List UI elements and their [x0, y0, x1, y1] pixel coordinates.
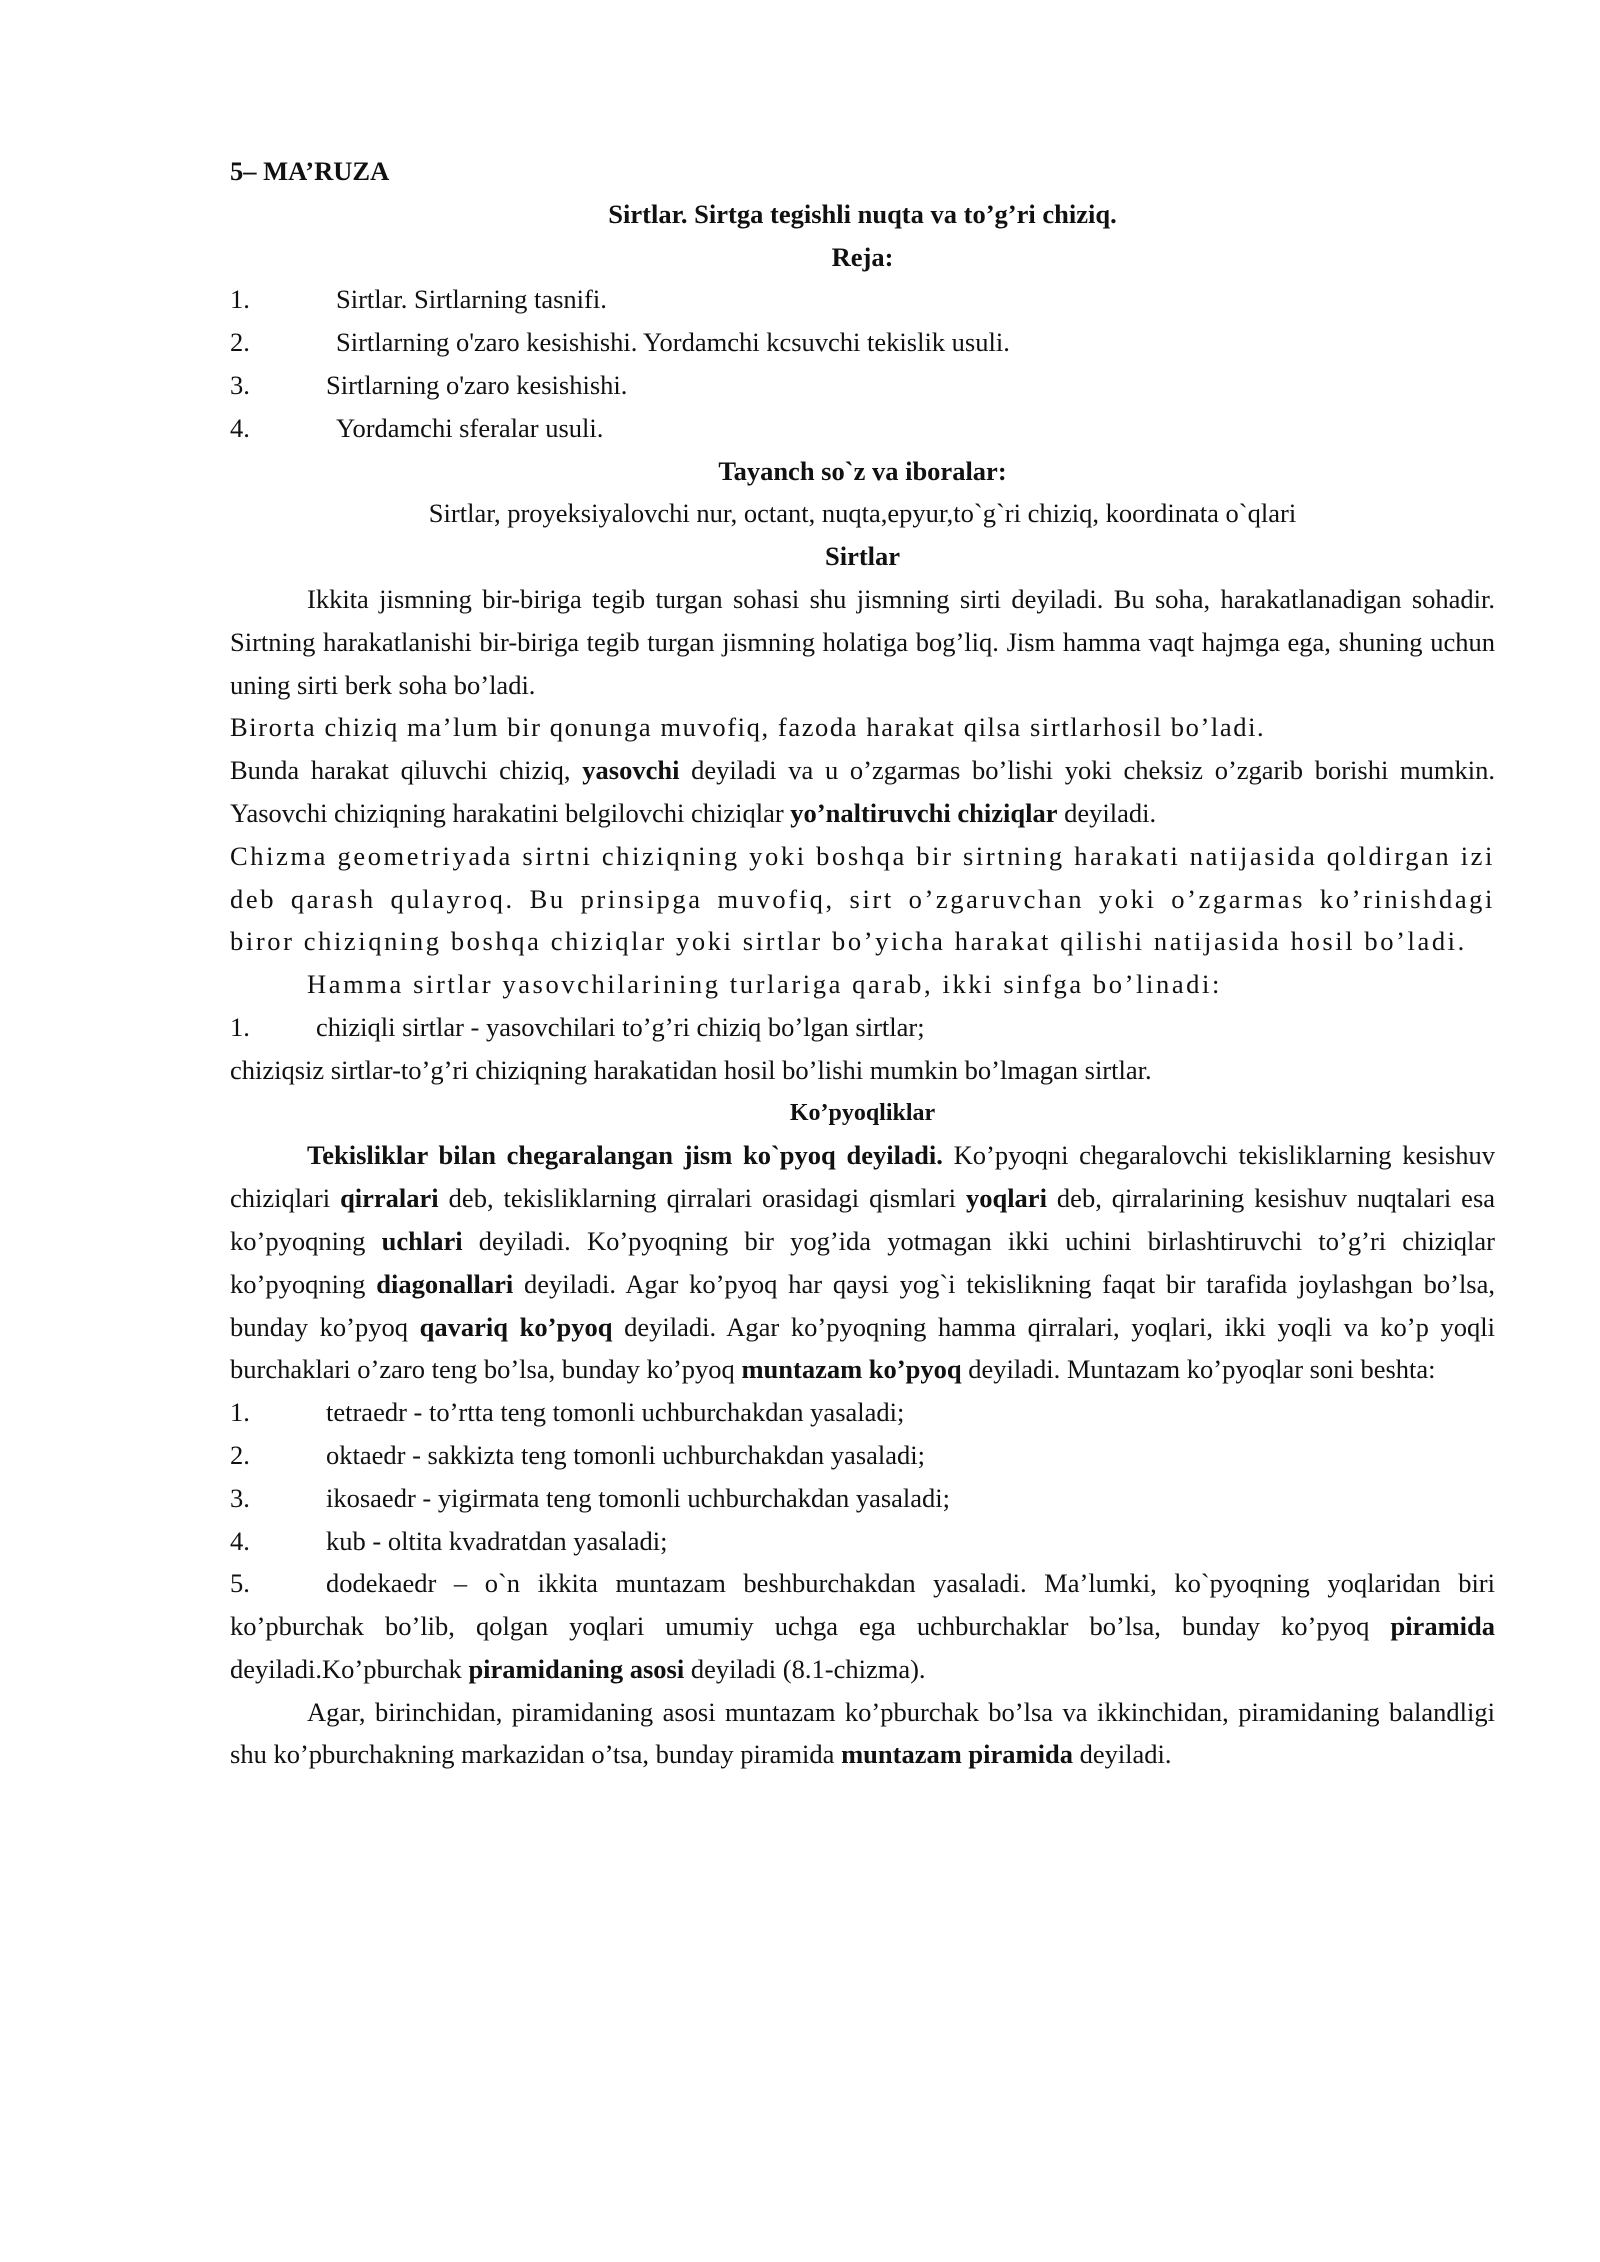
- text-run: dodekaedr – o`n ikkita muntazam beshburchakdan yasaladi. Ma’lumki, ko`pyoqning yoqlaridan biri ko’pburchak bo’lib, qolgan yoqlari umumiy uchga ega uchburchaklar bo’lsa, bunday ko’pyoq: [230, 1568, 1495, 1642]
- text-run: deyiladi.: [1072, 1739, 1172, 1770]
- list-item-number: 3.: [230, 1482, 250, 1513]
- text-run: deyiladi.Ko’pburchak: [230, 1653, 469, 1684]
- text-run: Agar, birinchidan, piramidaning asosi muntazam ko’pburchak bo’lsa va ikkinchidan, piramidaning balandligi shu ko’pburchakning markazidan o’tsa, bunday piramida: [230, 1696, 1495, 1770]
- paragraph: [230, 1691, 1495, 1777]
- list-item: [230, 1562, 1495, 1690]
- term-bold: piramida: [1390, 1611, 1495, 1642]
- term-bold: diagonallari: [376, 1268, 514, 1299]
- lecture-title: Sirtlar. Sirtga tegishli nuqta va to’g’ri chiziq.: [608, 198, 1117, 229]
- plan-item-number: 3.: [230, 369, 250, 400]
- list-item-number: 4.: [230, 1525, 250, 1556]
- document-body: [230, 150, 1495, 1776]
- keywords-heading: Tayanch so`z va iboralar:: [718, 455, 1007, 486]
- list-item: [230, 1434, 1495, 1477]
- keywords-text: Sirtlar, proyeksiyalovchi nur, octant, nuqta,epyur,to`g`ri chiziq, koordinata o`qlari: [428, 498, 1297, 529]
- paragraph: Chizma geometriyada sirtni chiziqning yoki boshqa bir sirtning harakati natijasida qoldirgan izi deb qarash qulayroq. Bu prinsipga muvofiq, sirt o’zgaruvchan yoki o’zgarmas ko’rinishdagi biror chiziqning boshqa chiziqlar yoki sirtlar bo’yicha harakat qilishi natijasida hosil bo’ladi.: [230, 840, 1495, 957]
- term-bold: piramidaning asosi: [468, 1653, 685, 1684]
- list-item: [230, 1477, 1495, 1520]
- text-run: deyiladi.: [1057, 797, 1157, 828]
- text-run: Ko’pyoqni chegaralovchi tekisliklarning kesishuv chiziqlari: [230, 1140, 1495, 1214]
- list-item-number: 1.: [230, 1011, 250, 1042]
- section-heading-sirtlar: Sirtlar: [824, 541, 901, 572]
- list-item-number: 5.: [230, 1568, 250, 1599]
- text-run: deyiladi. Ko’pyoqning bir yog’ida yotmagan ikki uchini birlashtiruvchi to’g’ri chiziqlar ko’pyoqning: [230, 1225, 1496, 1299]
- plan-item: [230, 364, 1495, 407]
- plan-item-text: Sirtlar. Sirtlarning tasnifi.: [336, 284, 607, 315]
- text-run: deb, tekisliklarning qirralari orasidagi qismlari: [438, 1183, 966, 1214]
- plan-item: [230, 278, 1495, 321]
- plan-item: [230, 321, 1495, 364]
- plan-item-text: Yordamchi sferalar usuli.: [336, 412, 604, 443]
- term-bold: uchlari: [381, 1225, 463, 1256]
- lecture-number: 5– MA’RUZA: [230, 156, 390, 186]
- text-run: hosil bo’ladi.: [1103, 712, 1266, 743]
- text-run: deyiladi. Muntazam ko’pyoqlar soni beshta:: [961, 1354, 1436, 1385]
- plan-item-text: Sirtlarning o'zaro kesishishi. Yordamchi kcsuvchi tekislik usuli.: [336, 327, 1010, 358]
- plan-heading: Reja:: [831, 241, 894, 272]
- plan-item-text: Sirtlarning o'zaro kesishishi.: [326, 369, 628, 400]
- term-bold: qavariq ko’pyoq: [419, 1311, 613, 1342]
- paragraph: [230, 706, 1495, 749]
- term-bold: qirralari: [340, 1183, 439, 1214]
- list-item-text: kub - oltita kvadratdan yasaladi;: [326, 1525, 668, 1556]
- section-heading-kopyoqliklar: Ko’pyoqliklar: [789, 1099, 936, 1126]
- text-run: deb, qirralarining kesishuv nuqtalari esa ko’pyoqning: [230, 1183, 1496, 1256]
- term-bold: yasovchi: [582, 755, 680, 786]
- plan-list: [230, 278, 1495, 449]
- list-item: [230, 1520, 1495, 1563]
- paragraph: [230, 1134, 1495, 1391]
- list-item-number: 2.: [230, 1439, 250, 1470]
- term-bold: yo’naltiruvchi chiziqlar: [790, 797, 1058, 828]
- paragraph: Ikkita jismning bir-biriga tegib turgan sohasi shu jismning sirti deyiladi. Bu soha, harakatlanadigan sohadir. Sirtning harakatlanishi bir-biriga tegib turgan jismning holatiga bog’liq. Jism hamma vaqt hajmga ega, shuning uchun uning sirti berk soha bo’ladi.: [230, 583, 1495, 700]
- paragraph: chiziqsiz sirtlar-to’g’ri chiziqning harakatidan hosil bo’lishi mumkin bo’lmagan sirtlar.: [230, 1054, 1152, 1085]
- paragraph: [230, 749, 1495, 835]
- list-item: [230, 1006, 1495, 1049]
- polyhedra-list: [230, 1391, 1495, 1562]
- text-run: Birorta chiziq ma’lum bir qonunga muvofiq, fazoda harakat qilsa sirtlar: [230, 712, 1104, 743]
- text-run: deyiladi. Agar ko’pyoqning hamma qirralari, yoqlari, ikki yoqli va ko’p yoqli burchaklari o’zaro teng bo’lsa, bunday ko’pyoq: [230, 1311, 1495, 1385]
- text-run: deyiladi. Agar ko’pyoq har qaysi yog`i tekislikning faqat bir tarafida joylashgan bo’lsa, bunday ko’pyoq: [230, 1268, 1496, 1342]
- plan-item-number: 4.: [230, 412, 250, 443]
- plan-item-number: 2.: [230, 327, 250, 358]
- definition-bold: Tekisliklar bilan chegaralangan jism ko`pyoq deyiladi.: [307, 1140, 943, 1171]
- list-item: [230, 1391, 1495, 1434]
- list-item-text: ikosaedr - yigirmata teng tomonli uchburchakdan yasaladi;: [326, 1482, 951, 1513]
- list-item-text: tetraedr - to’rtta teng tomonli uchburchakdan yasaladi;: [326, 1397, 905, 1428]
- list-item-text: chiziqli sirtlar - yasovchilari to’g’ri chiziq bo’lgan sirtlar;: [316, 1011, 925, 1042]
- text-run: Bunda harakat qiluvchi chiziq,: [230, 755, 583, 786]
- term-bold: muntazam piramida: [841, 1739, 1073, 1770]
- list-item-text: oktaedr - sakkizta teng tomonli uchburchakdan yasaladi;: [326, 1439, 925, 1470]
- term-bold: muntazam ko’pyoq: [741, 1354, 962, 1385]
- text-run: deyiladi va u o’zgarmas bo’lishi yoki cheksiz o’zgarib borishi mumkin. Yasovchi chiziqning harakatini belgilovchi chiziqlar: [230, 755, 1495, 828]
- paragraph: Hamma sirtlar yasovchilarining turlariga qarab, ikki sinfga bo’linadi:: [307, 969, 1222, 1000]
- plan-item-number: 1.: [230, 284, 250, 315]
- list-item-number: 1.: [230, 1397, 250, 1428]
- plan-item: [230, 407, 1495, 450]
- term-bold: yoqlari: [965, 1183, 1047, 1214]
- text-run: deyiladi (8.1-chizma).: [684, 1653, 926, 1684]
